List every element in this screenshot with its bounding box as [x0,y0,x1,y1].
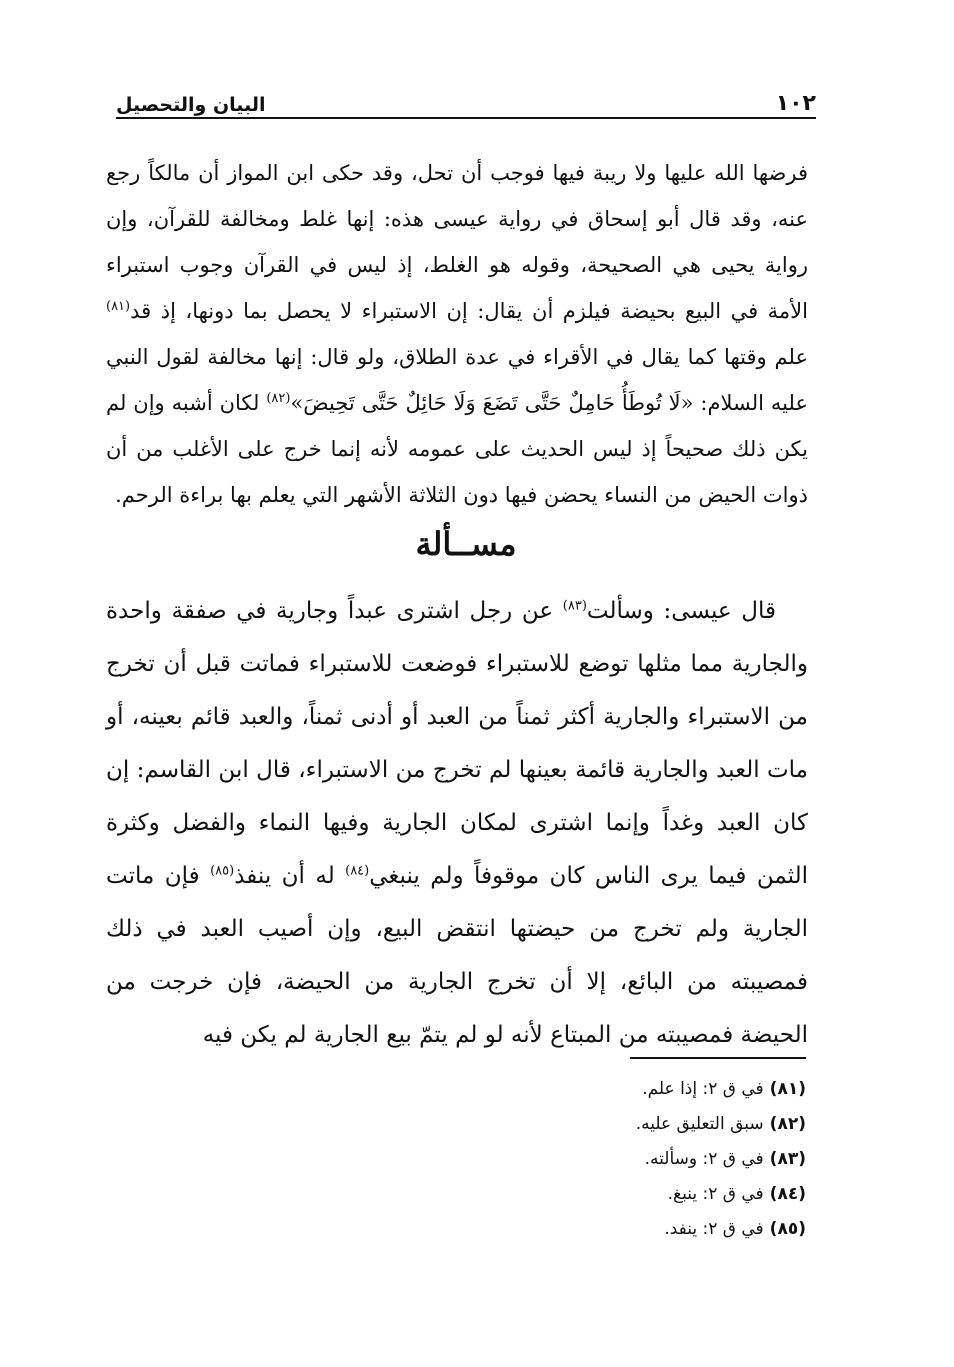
paragraph-1-text-a: فرضها الله عليها ولا ريبة فيها فوجب أن تحل، وقد حكى ابن المواز أن مالكاً رجع عنه، وقد قال أبو إسحاق في رواية عيسى هذه: إنها غلط ومخالفة للقرآن، وإن رواية يحيى هي الصحيحة، وقوله هو الغلط، إذ ليس في القرآن وجوب استبراء الأمة في البيع بحيضة فيلزم أن يقال: إن الاستبراء لا يحصل بما دونها، إذ قد [106,161,808,323]
header-rule [116,117,816,119]
footnote-ref-82: (٨٢) [266,391,291,406]
page-number: ١٠٢ [775,91,816,116]
footnote-number: (٨٢) [769,1114,806,1134]
footnote-item [506,1072,806,1107]
footnote-ref-81: (٨١) [106,299,131,314]
footnote-text: في ق ٢: وسألته. [644,1149,764,1169]
footnotes-list [506,1072,806,1247]
footnote-text: سبق التعليق عليه. [635,1114,764,1134]
footnote-item [506,1177,806,1212]
footnote-item [506,1212,806,1247]
footnote-rule [630,1057,806,1059]
footnote-text: في ق ٢: إذا علم. [642,1079,764,1099]
paragraph-2-text-a: قال عيسى: وسألت [586,598,776,624]
footnote-text: في ق ٢: ينبغ. [667,1184,764,1204]
footnote-ref-84: (٨٤) [345,863,370,879]
paragraph-2-text-b: عن رجل اشترى عبداً وجارية في صفقة واحدة والجارية مما مثلها توضع للاستبراء فوضعت للاستبراء فماتت قبل أن تخرج من الاستبراء والجارية أكثر ثمناً من العبد أو أدنى ثمناً، والعبد قائم بعينه، أو مات العبد والجارية قائمة بعينها لم تخرج من الاستبراء، قال ابن القاسم: إن كان العبد وغداً وإنما اشترى لمكان الجارية وفيها النماء والفضل وكثرة الثمن فيما يرى الناس كان موقوفاً ولم ينبغي [106,598,808,889]
footnote-number: (٨١) [769,1079,806,1099]
paragraph-2-text-c: له أن ينفذ [234,863,346,889]
paragraph-1-text-c: لكان أشبه وإن لم يكن ذلك صحيحاً إذ ليس الحديث على عمومه لأنه إنما خرج على الأغلب من أن ذوات الحيض من النساء يحضن فيها دون الثلاثة الأشهر التي يعلم بها براءة الرحم. [106,391,808,507]
running-header [116,82,816,116]
paragraph-2 [106,585,808,1062]
footnote-number: (٨٥) [769,1219,806,1239]
paragraph-1-text-b: علم وقتها كما يقال في الأقراء في عدة الطلاق، ولو قال: إنها مخالفة لقول النبي عليه السلام: «لَا تُوطَأُ حَامِلٌ حَتَّى تَضَعَ وَلَا حَائِلٌ حَتَّى تَحِيضَ» [106,345,808,415]
footnote-number: (٨٤) [769,1184,806,1204]
footnote-ref-83: (٨٣) [562,598,587,614]
paragraph-1 [106,150,808,518]
footnote-ref-85: (٨٥) [210,863,235,879]
footnote-text: في ق ٢: ينفد. [664,1219,764,1239]
footnote-item [506,1107,806,1142]
footnote-item [506,1142,806,1177]
footnote-number: (٨٣) [769,1149,806,1169]
paragraph-2-text-d: فإن ماتت الجارية ولم تخرج من حيضتها انتقض البيع، وإن أصيب العبد في ذلك فمصيبته من البائع، إلا أن تخرج الجارية من الحيضة، فإن خرجت من الحيضة فمصيبته من المبتاع لأنه لو لم يتمّ بيع الجارية لم يكن فيه [106,863,808,1048]
section-heading: مســألة [415,525,517,563]
running-title: البيان والتحصيل [116,94,266,116]
